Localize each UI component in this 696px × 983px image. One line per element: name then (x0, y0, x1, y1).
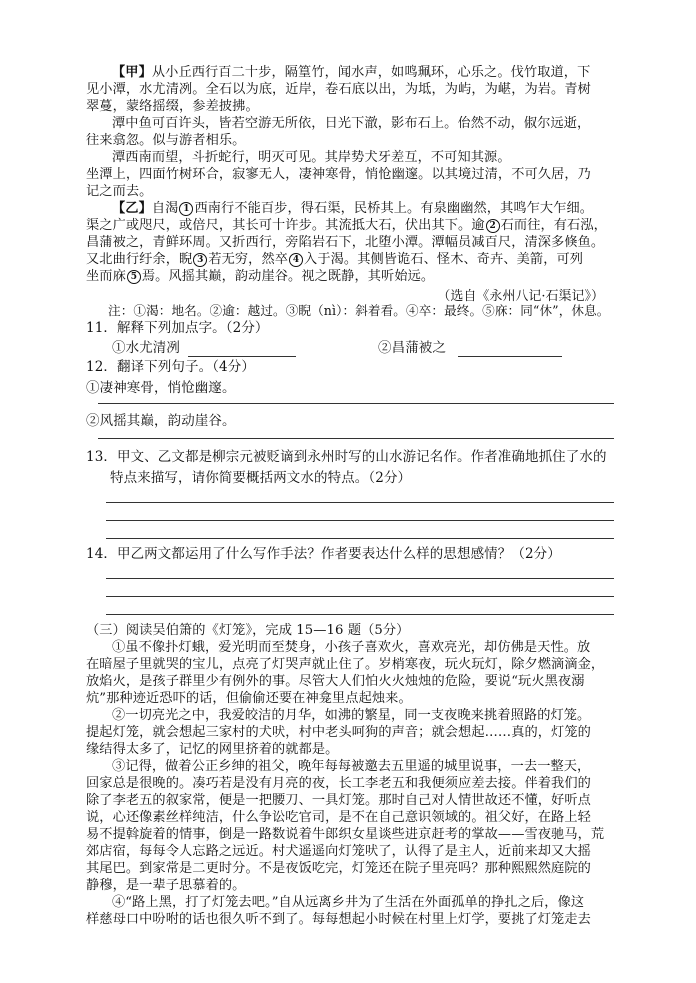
yi-text: 渠之广或咫尺，或倍尺，其长可十许步。其流抵大石，伏出其下。逾 (86, 218, 485, 233)
yi-text: 焉。风摇其巅，韵动崖谷。视之既静，其听始远。 (141, 269, 435, 284)
question-11-title: 11．解释下列加点字。（2分） (86, 320, 269, 336)
answer-line-13-1[interactable] (106, 502, 614, 503)
yi-text: 入于渴。其侧皆诡石、怪木、奇卉、美箭，可列 (304, 252, 584, 267)
yi-text: 石而往，有石泓， (500, 218, 607, 233)
para-3-line-7: 其尾巴。到家常是二更时分。不是夜饭吃完，灯笼还在院子里亮吗？那种熙熙然庭院的 (86, 861, 591, 876)
answer-line-14-1[interactable] (106, 578, 614, 579)
note-mark: 1 (179, 202, 193, 216)
para-2-line-2: 提起灯笼，就会想起三家村的犬吠，村中老头呵狗的声音；就会想起……真的，灯笼的 (86, 725, 591, 740)
source-citation: （选自《永州八记·石渠记》） (437, 289, 604, 304)
answer-line-12b[interactable] (98, 438, 614, 439)
para-1-line-4: 炕”那种迹近恐吓的话，但偷偷还要在神龛里点起烛来。 (86, 691, 412, 706)
para-2-line-3: 缘结得太多了，记忆的网里挤着的就都是。 (86, 742, 339, 757)
question-12-title: 12．翻译下列句子。（4分） (86, 359, 255, 375)
section-3-title: （三）阅读吴伯箫的《灯笼》，完成 15—16 题（5分） (86, 623, 410, 638)
yi-line-4 (86, 251, 583, 268)
jia-line-6: 潭西南而望，斗折蛇行，明灭可见。其岸势犬牙差互，不可知其源。 (112, 150, 511, 165)
jia-line-2: 见小潭，水尤清冽。全石以为底，近岸，卷石底以出，为坻，为屿，为嵁，为岩。青树 (86, 82, 591, 97)
yi-text: 又北曲行纡余，睨 (86, 252, 193, 267)
note-mark: 5 (127, 270, 141, 284)
question-11-item-b: ②昌蒲被之 (378, 340, 446, 356)
jia-line-5: 往来翕忽。似与游者相乐。 (86, 133, 246, 148)
yi-text: 自渴 (151, 201, 179, 216)
question-13-line-2: 特点来描写，请你简要概括两文水的特点。（2分） (110, 470, 412, 486)
jia-text: 从小丘西行百二十步，隔篁竹，闻水声，如鸣珮环，心乐之。伐竹取道，下 (151, 65, 591, 80)
annotation-note: 注：①渴：地名。②逾：越过。③睨（nì）：斜着看。④卒：最终。⑤庥：同“休”，休息。 (108, 303, 610, 318)
jia-line-4: 潭中鱼可百许头，皆若空游无所依，日光下澈，影布石上。佁然不动，俶尔远逝， (112, 116, 591, 131)
answer-line-14-2[interactable] (106, 596, 614, 597)
note-mark: 3 (193, 253, 207, 267)
yi-line-2 (86, 217, 607, 234)
para-3-line-8: 静穆，是一辈子思慕着的。 (86, 878, 246, 893)
para-3-line-1: ③记得，做着公正乡绅的祖父，晚年每每被邀去五里遥的城里说事，一去一整天， (112, 759, 591, 774)
question-11-item-a: ①水尤清冽 (112, 340, 180, 356)
para-1-line-2: 在暗屋子里就哭的宝儿，点亮了灯哭声就止住了。岁梢寒夜，玩火玩灯，除夕燃滴滴金， (86, 657, 605, 672)
para-2-line-1: ②一切亮光之中，我爱皎洁的月华，如沸的繁星，同一支夜晚来挑着照路的灯笼。 (112, 708, 591, 723)
para-4-line-1: ④“路上黑，打了灯笼去吧。”自从远离乡井为了生活在外面孤单的挣扎之后，像这 (112, 895, 585, 910)
para-3-line-4: 说，心还像素丝样纯洁，什么争讼吃官司，是不在自己意识领域的。祖父好，在路上轻 (86, 810, 591, 825)
para-3-line-6: 郊店宿，每每令人忘路之远近。村犬遥遥向灯笼吠了，认得了是主人，近前来却又大摇 (86, 844, 591, 859)
jia-line-7: 坐潭上，四面竹树环合，寂寥无人，凄神寒骨，悄怆幽邃。以其境过清，不可久居，乃 (86, 167, 591, 182)
question-13-line-1: 13．甲文、乙文都是柳宗元被贬谪到永州时写的山水游记名作。作者准确地抓住了水的 (86, 449, 607, 465)
note-mark: 4 (289, 253, 303, 267)
answer-line-14-3[interactable] (106, 614, 614, 615)
para-4-line-2: 样慈母口中吩咐的话也很久听不到了。每每想起小时候在村里上灯学，要挑了灯笼走去 (86, 912, 591, 927)
jia-line-8: 记之而去。 (86, 184, 153, 199)
para-3-line-5: 易不提斡旋着的情事，倒是一路数说着牛郎织女星谈些进京赶考的掌故——雪夜驰马，荒 (86, 827, 605, 842)
jia-line-1 (112, 64, 590, 81)
yi-text: 坐而庥 (86, 269, 126, 284)
question-12-item-a: ①凄神寒骨，悄怆幽邃。 (86, 380, 236, 396)
yi-line-3: 昌蒲被之，青鲜环周。又折西行，旁陷岩石下，北堕小潭。潭幅员减百尺，清深多倏鱼。 (86, 235, 605, 250)
para-1-line-3: 放焰火，是孩子群里少有例外的事。尽管大人们怕火火烛烛的危险，要说“玩火黑夜溺 (86, 674, 585, 689)
answer-line-13-2[interactable] (106, 520, 614, 521)
para-1-line-1: ①虽不像扑灯蛾，爱光明而至焚身，小孩子喜欢火，喜欢亮光，却仿佛是天性。放 (112, 640, 591, 655)
para-3-line-2: 回家总是很晚的。凑巧若是没有月亮的夜，长工李老五和我便须应差去接。伴着我们的 (86, 776, 591, 791)
yi-text: 西南行不能百步，得石渠，民桥其上。有泉幽幽然，其鸣乍大乍细。 (194, 201, 594, 216)
para-3-line-3: 除了李老五的叙家常，便是一把腰刀、一具灯笼。那时自己对人情世故还不懂，好听点 (86, 793, 591, 808)
jia-line-3: 翠蔓，蒙络摇缀，参差披拂。 (86, 99, 259, 114)
jia-tag: 【甲】 (112, 65, 152, 80)
yi-line-5 (86, 268, 434, 285)
answer-blank-11b[interactable] (458, 356, 562, 357)
note-mark: 2 (486, 219, 500, 233)
yi-line-1 (112, 200, 593, 217)
answer-line-13-3[interactable] (106, 538, 614, 539)
answer-blank-11a[interactable] (188, 356, 296, 357)
answer-line-12a[interactable] (98, 403, 614, 404)
question-12-item-b: ②风摇其巅，韵动崖谷。 (86, 413, 236, 429)
yi-text: 若无穷，然卒 (208, 252, 289, 267)
question-14-line-1: 14．甲乙两文都运用了什么写作手法？作者要表达什么样的思想感情？（2分） (86, 546, 561, 562)
yi-tag: 【乙】 (112, 201, 152, 216)
